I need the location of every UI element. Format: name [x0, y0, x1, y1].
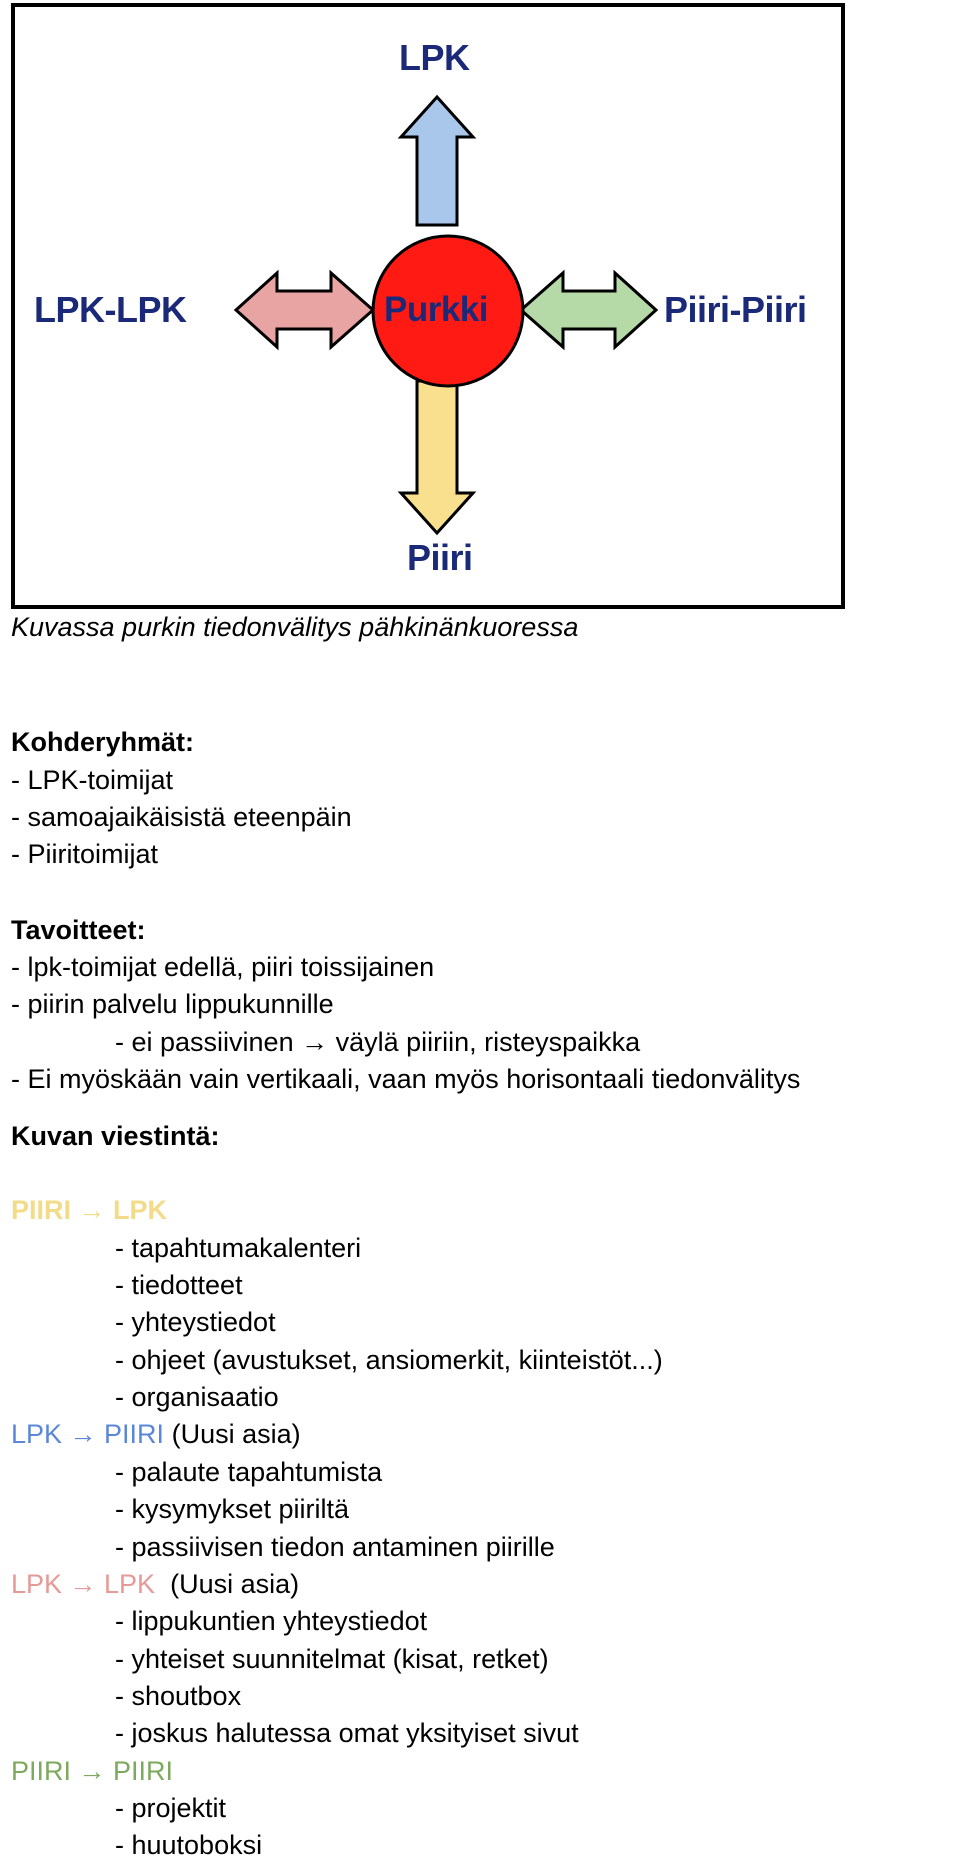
target-groups-heading: Kohderyhmät:	[11, 727, 195, 757]
list-item: - Ei myöskään vain vertikaali, vaan myös horisontaali tiedonvälitys	[11, 1064, 801, 1094]
list-item: - yhteiset suunnitelmat (kisat, retket)	[115, 1644, 549, 1674]
list-item: - organisaatio	[115, 1382, 279, 1412]
piiri-piiri-title: PIIRI → PIIRI	[11, 1756, 174, 1786]
lpk-lpk-title: LPK → LPK	[11, 1569, 156, 1599]
list-item: - palaute tapahtumista	[115, 1457, 383, 1487]
list-item: - ohjeet (avustukset, ansiomerkit, kiinteistöt...)	[115, 1345, 663, 1375]
bottom-label: Piiri	[407, 537, 473, 578]
list-item: - joskus halutessa omat yksityiset sivut	[115, 1718, 579, 1748]
lpk-lpk-note: (Uusi asia)	[170, 1569, 300, 1599]
left-double-arrow	[236, 273, 373, 347]
left-label: LPK-LPK	[34, 289, 187, 330]
piiri-lpk-title: PIIRI → LPK	[11, 1195, 168, 1225]
goals-heading: Tavoitteet:	[11, 915, 146, 945]
list-item: - LPK-toimijat	[11, 765, 174, 795]
list-item: - lpk-toimijat edellä, piiri toissijainen	[11, 952, 435, 982]
lpk-piiri-row	[11, 1418, 301, 1450]
right-label: Piiri-Piiri	[664, 289, 807, 330]
up-arrow	[401, 97, 473, 225]
list-item: - samoajaikäisistä eteenpäin	[11, 802, 352, 832]
communication-heading: Kuvan viestintä:	[11, 1121, 220, 1151]
top-label: LPK	[399, 37, 470, 78]
list-item: - kysymykset piiriltä	[115, 1494, 350, 1524]
down-arrow	[401, 381, 473, 533]
center-label: Purkki	[384, 290, 488, 329]
list-item: - huutoboksi	[115, 1830, 263, 1860]
lpk-piiri-note: (Uusi asia)	[171, 1419, 301, 1449]
list-item: - Piiritoimijat	[11, 839, 159, 869]
communication-diagram	[11, 3, 845, 609]
list-item: - ei passiivinen → väylä piiriin, risteyspaikka	[115, 1027, 641, 1057]
list-item: - tiedotteet	[115, 1270, 243, 1300]
list-item: - passiivisen tiedon antaminen piirille	[115, 1532, 555, 1562]
list-item: - shoutbox	[115, 1681, 242, 1711]
list-item: - piirin palvelu lippukunnille	[11, 989, 334, 1019]
list-item: - yhteystiedot	[115, 1307, 276, 1337]
lpk-lpk-row	[11, 1568, 299, 1600]
list-item: - tapahtumakalenteri	[115, 1233, 362, 1263]
lpk-piiri-title: LPK → PIIRI	[11, 1419, 165, 1449]
list-item: - lippukuntien yhteystiedot	[115, 1606, 428, 1636]
diagram-caption: Kuvassa purkin tiedonvälitys pähkinänkuoressa	[11, 612, 579, 642]
right-double-arrow	[521, 273, 656, 347]
list-item: - projektit	[115, 1793, 227, 1823]
